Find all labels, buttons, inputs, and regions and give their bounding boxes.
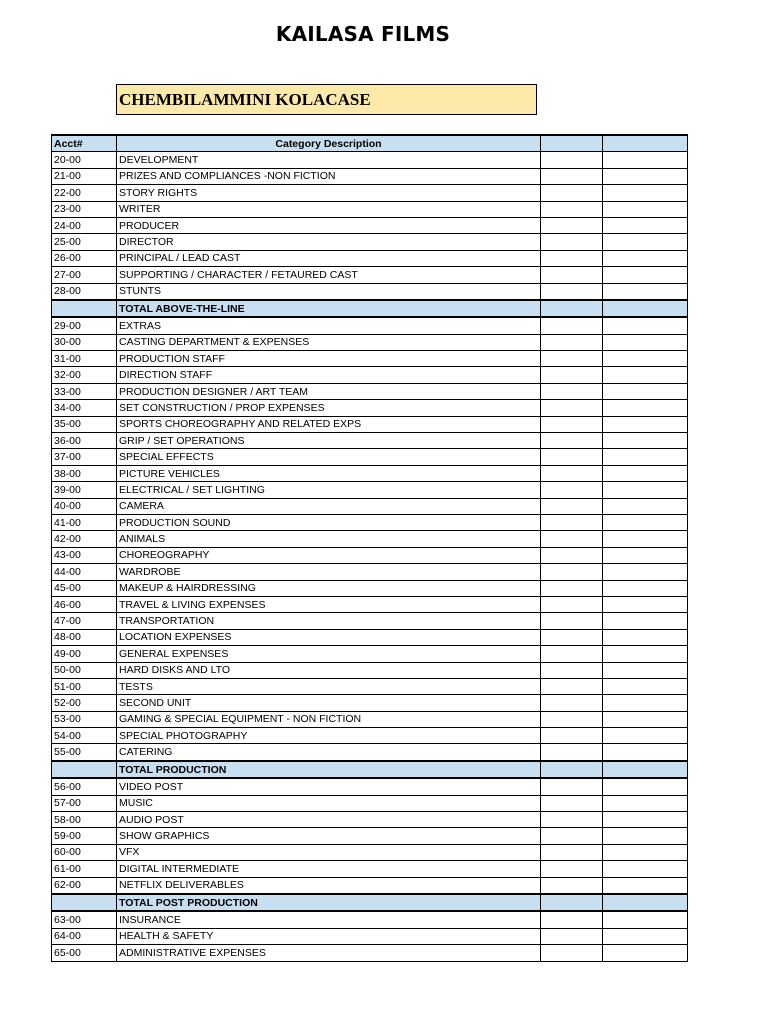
amount-cell <box>603 250 688 266</box>
acct-cell: 35-00 <box>52 416 117 432</box>
acct-cell: 30-00 <box>52 334 117 350</box>
table-row <box>52 711 688 727</box>
description-cell: PRODUCTION DESIGNER / ART TEAM <box>117 383 541 399</box>
acct-cell: 21-00 <box>52 168 117 184</box>
amount-cell <box>603 465 688 481</box>
amount-cell <box>603 416 688 432</box>
amount-cell <box>541 416 603 432</box>
amount-cell <box>603 317 688 334</box>
description-cell: HEALTH & SAFETY <box>117 928 541 944</box>
description-cell: PICTURE VEHICLES <box>117 465 541 481</box>
acct-cell: 49-00 <box>52 646 117 662</box>
amount-cell <box>541 844 603 860</box>
description-cell: ELECTRICAL / SET LIGHTING <box>117 482 541 498</box>
description-cell: ADMINISTRATIVE EXPENSES <box>117 945 541 961</box>
table-row <box>52 383 688 399</box>
description-cell: TOTAL ABOVE-THE-LINE <box>117 300 541 317</box>
amount-cell <box>603 367 688 383</box>
acct-cell: 48-00 <box>52 629 117 645</box>
description-cell: SUPPORTING / CHARACTER / FETAURED CAST <box>117 267 541 283</box>
acct-cell: 23-00 <box>52 201 117 217</box>
amount-cell <box>541 695 603 711</box>
amount-cell <box>603 711 688 727</box>
description-cell: TRANSPORTATION <box>117 613 541 629</box>
acct-cell: 54-00 <box>52 728 117 744</box>
description-cell: WRITER <box>117 201 541 217</box>
amount-cell <box>541 678 603 694</box>
description-cell: SECOND UNIT <box>117 695 541 711</box>
amount-cell <box>603 351 688 367</box>
table-row <box>52 168 688 184</box>
amount-cell <box>603 283 688 300</box>
table-row <box>52 744 688 761</box>
acct-cell <box>52 761 117 778</box>
amount-cell <box>541 234 603 250</box>
acct-cell: 61-00 <box>52 861 117 877</box>
amount-cell <box>603 844 688 860</box>
acct-cell: 37-00 <box>52 449 117 465</box>
amount-cell <box>541 217 603 233</box>
amount-cell <box>603 300 688 317</box>
amount-cell <box>541 283 603 300</box>
acct-cell <box>52 894 117 911</box>
description-cell: SPORTS CHOREOGRAPHY AND RELATED EXPS <box>117 416 541 432</box>
amount-cell <box>603 514 688 530</box>
amount-cell <box>541 580 603 596</box>
budget-table <box>51 134 688 962</box>
amount-cell <box>603 168 688 184</box>
table-row <box>52 812 688 828</box>
amount-cell <box>541 795 603 811</box>
table-row <box>52 844 688 860</box>
amount-cell <box>541 317 603 334</box>
amount-cell <box>603 894 688 911</box>
table-row <box>52 400 688 416</box>
description-cell: SPECIAL PHOTOGRAPHY <box>117 728 541 744</box>
amount-cell <box>541 945 603 961</box>
amount-cell <box>603 928 688 944</box>
amount-cell <box>603 629 688 645</box>
table-row <box>52 514 688 530</box>
description-cell: CASTING DEPARTMENT & EXPENSES <box>117 334 541 350</box>
table-row <box>52 531 688 547</box>
acct-cell: 26-00 <box>52 250 117 266</box>
description-cell: NETFLIX DELIVERABLES <box>117 877 541 894</box>
table-row <box>52 728 688 744</box>
description-cell: PRODUCTION SOUND <box>117 514 541 530</box>
acct-cell: 43-00 <box>52 547 117 563</box>
amount-cell <box>603 185 688 201</box>
blank-column-header <box>541 135 603 152</box>
description-cell: GAMING & SPECIAL EQUIPMENT - NON FICTION <box>117 711 541 727</box>
description-cell: ANIMALS <box>117 531 541 547</box>
description-cell: WARDROBE <box>117 564 541 580</box>
acct-cell: 40-00 <box>52 498 117 514</box>
amount-cell <box>603 877 688 894</box>
description-cell: CATERING <box>117 744 541 761</box>
amount-cell <box>541 662 603 678</box>
table-row <box>52 217 688 233</box>
table-row <box>52 334 688 350</box>
acct-cell: 50-00 <box>52 662 117 678</box>
table-row <box>52 861 688 877</box>
amount-cell <box>541 185 603 201</box>
amount-cell <box>603 911 688 928</box>
acct-cell: 31-00 <box>52 351 117 367</box>
table-row <box>52 185 688 201</box>
description-cell: TESTS <box>117 678 541 694</box>
description-cell: STUNTS <box>117 283 541 300</box>
acct-cell: 47-00 <box>52 613 117 629</box>
acct-cell: 41-00 <box>52 514 117 530</box>
amount-cell <box>541 547 603 563</box>
description-cell: HARD DISKS AND LTO <box>117 662 541 678</box>
description-cell: DIGITAL INTERMEDIATE <box>117 861 541 877</box>
acct-cell: 57-00 <box>52 795 117 811</box>
amount-cell <box>603 531 688 547</box>
acct-cell: 34-00 <box>52 400 117 416</box>
acct-cell: 25-00 <box>52 234 117 250</box>
amount-cell <box>603 613 688 629</box>
description-cell: AUDIO POST <box>117 812 541 828</box>
description-cell: PRODUCTION STAFF <box>117 351 541 367</box>
table-header-row <box>52 135 688 152</box>
table-row <box>52 234 688 250</box>
description-cell: SET CONSTRUCTION / PROP EXPENSES <box>117 400 541 416</box>
amount-cell <box>541 812 603 828</box>
acct-cell: 53-00 <box>52 711 117 727</box>
description-cell: TRAVEL & LIVING EXPENSES <box>117 596 541 612</box>
amount-cell <box>541 498 603 514</box>
amount-cell <box>603 596 688 612</box>
description-cell: STORY RIGHTS <box>117 185 541 201</box>
amount-cell <box>603 744 688 761</box>
amount-cell <box>603 334 688 350</box>
table-row <box>52 433 688 449</box>
amount-cell <box>541 778 603 795</box>
description-cell: INSURANCE <box>117 911 541 928</box>
amount-cell <box>541 861 603 877</box>
acct-cell: 20-00 <box>52 152 117 168</box>
amount-cell <box>603 267 688 283</box>
table-row <box>52 580 688 596</box>
table-row <box>52 629 688 645</box>
acct-cell: 59-00 <box>52 828 117 844</box>
amount-cell <box>603 564 688 580</box>
table-row <box>52 877 688 894</box>
company-title: KAILASA FILMS <box>275 22 451 46</box>
amount-cell <box>541 250 603 266</box>
amount-cell <box>541 367 603 383</box>
amount-cell <box>603 861 688 877</box>
project-title-box: CHEMBILAMMINI KOLACASE <box>116 84 537 115</box>
table-row <box>52 498 688 514</box>
acct-cell: 55-00 <box>52 744 117 761</box>
amount-cell <box>541 728 603 744</box>
acct-cell: 36-00 <box>52 433 117 449</box>
amount-cell <box>603 646 688 662</box>
acct-cell: 39-00 <box>52 482 117 498</box>
acct-cell: 45-00 <box>52 580 117 596</box>
amount-cell <box>603 547 688 563</box>
amount-cell <box>541 761 603 778</box>
table-row <box>52 778 688 795</box>
acct-cell: 24-00 <box>52 217 117 233</box>
amount-cell <box>603 678 688 694</box>
amount-cell <box>541 629 603 645</box>
amount-cell <box>603 234 688 250</box>
acct-cell: 46-00 <box>52 596 117 612</box>
amount-cell <box>603 728 688 744</box>
amount-cell <box>541 613 603 629</box>
amount-cell <box>541 400 603 416</box>
table-row <box>52 564 688 580</box>
amount-cell <box>541 928 603 944</box>
amount-cell <box>541 152 603 168</box>
description-cell: TOTAL PRODUCTION <box>117 761 541 778</box>
table-row <box>52 267 688 283</box>
table-row <box>52 482 688 498</box>
acct-cell: 28-00 <box>52 283 117 300</box>
amount-cell <box>603 433 688 449</box>
amount-cell <box>603 201 688 217</box>
table-row <box>52 795 688 811</box>
table-row <box>52 678 688 694</box>
description-cell: EXTRAS <box>117 317 541 334</box>
description-cell: DIRECTOR <box>117 234 541 250</box>
table-row <box>52 317 688 334</box>
description-cell: TOTAL POST PRODUCTION <box>117 894 541 911</box>
total-row <box>52 894 688 911</box>
category-description-column-header: Category Description <box>117 135 541 152</box>
acct-cell: 27-00 <box>52 267 117 283</box>
amount-cell <box>603 828 688 844</box>
acct-cell: 62-00 <box>52 877 117 894</box>
table-row <box>52 928 688 944</box>
amount-cell <box>541 514 603 530</box>
amount-cell <box>541 711 603 727</box>
amount-cell <box>603 383 688 399</box>
table-row <box>52 201 688 217</box>
table-row <box>52 367 688 383</box>
description-cell: DIRECTION STAFF <box>117 367 541 383</box>
amount-cell <box>541 465 603 481</box>
description-cell: PRODUCER <box>117 217 541 233</box>
acct-cell: 29-00 <box>52 317 117 334</box>
table-body <box>52 152 688 961</box>
acct-cell: 64-00 <box>52 928 117 944</box>
description-cell: VIDEO POST <box>117 778 541 795</box>
total-row <box>52 761 688 778</box>
amount-cell <box>541 894 603 911</box>
amount-cell <box>603 662 688 678</box>
description-cell: CAMERA <box>117 498 541 514</box>
description-cell: GENERAL EXPENSES <box>117 646 541 662</box>
table-row <box>52 250 688 266</box>
description-cell: PRINCIPAL / LEAD CAST <box>117 250 541 266</box>
amount-cell <box>603 795 688 811</box>
amount-cell <box>541 531 603 547</box>
description-cell: PRIZES AND COMPLIANCES -NON FICTION <box>117 168 541 184</box>
description-cell: DEVELOPMENT <box>117 152 541 168</box>
table-row <box>52 911 688 928</box>
amount-cell <box>541 482 603 498</box>
table-row <box>52 613 688 629</box>
table-row <box>52 465 688 481</box>
amount-cell <box>541 449 603 465</box>
acct-cell: 33-00 <box>52 383 117 399</box>
acct-cell: 58-00 <box>52 812 117 828</box>
amount-cell <box>541 596 603 612</box>
table-row <box>52 662 688 678</box>
description-cell: SHOW GRAPHICS <box>117 828 541 844</box>
amount-cell <box>541 877 603 894</box>
amount-cell <box>541 300 603 317</box>
table-row <box>52 449 688 465</box>
amount-cell <box>541 911 603 928</box>
description-cell: CHOREOGRAPHY <box>117 547 541 563</box>
amount-cell <box>541 168 603 184</box>
amount-cell <box>541 433 603 449</box>
description-cell: VFX <box>117 844 541 860</box>
amount-cell <box>603 400 688 416</box>
table-row <box>52 596 688 612</box>
acct-cell: 42-00 <box>52 531 117 547</box>
acct-cell: 32-00 <box>52 367 117 383</box>
acct-column-header: Acct# <box>52 135 117 152</box>
acct-cell: 52-00 <box>52 695 117 711</box>
amount-cell <box>603 812 688 828</box>
total-row <box>52 300 688 317</box>
amount-cell <box>603 695 688 711</box>
table-row <box>52 695 688 711</box>
amount-cell <box>603 761 688 778</box>
amount-cell <box>541 564 603 580</box>
acct-cell <box>52 300 117 317</box>
acct-cell: 38-00 <box>52 465 117 481</box>
amount-cell <box>541 383 603 399</box>
description-cell: GRIP / SET OPERATIONS <box>117 433 541 449</box>
amount-cell <box>541 828 603 844</box>
description-cell: MAKEUP & HAIRDRESSING <box>117 580 541 596</box>
table-row <box>52 828 688 844</box>
description-cell: LOCATION EXPENSES <box>117 629 541 645</box>
amount-cell <box>603 945 688 961</box>
amount-cell <box>541 201 603 217</box>
description-cell: MUSIC <box>117 795 541 811</box>
acct-cell: 51-00 <box>52 678 117 694</box>
table-row <box>52 547 688 563</box>
amount-cell <box>603 152 688 168</box>
table-row <box>52 945 688 961</box>
acct-cell: 60-00 <box>52 844 117 860</box>
blank-column-header <box>603 135 688 152</box>
amount-cell <box>541 744 603 761</box>
table-row <box>52 646 688 662</box>
acct-cell: 44-00 <box>52 564 117 580</box>
amount-cell <box>541 267 603 283</box>
amount-cell <box>603 498 688 514</box>
acct-cell: 22-00 <box>52 185 117 201</box>
table-row <box>52 416 688 432</box>
table-row <box>52 351 688 367</box>
description-cell: SPECIAL EFFECTS <box>117 449 541 465</box>
amount-cell <box>541 351 603 367</box>
amount-cell <box>603 449 688 465</box>
table-row <box>52 152 688 168</box>
amount-cell <box>541 334 603 350</box>
acct-cell: 56-00 <box>52 778 117 795</box>
amount-cell <box>603 580 688 596</box>
amount-cell <box>541 646 603 662</box>
acct-cell: 63-00 <box>52 911 117 928</box>
amount-cell <box>603 482 688 498</box>
amount-cell <box>603 217 688 233</box>
amount-cell <box>603 778 688 795</box>
table-row <box>52 283 688 300</box>
acct-cell: 65-00 <box>52 945 117 961</box>
